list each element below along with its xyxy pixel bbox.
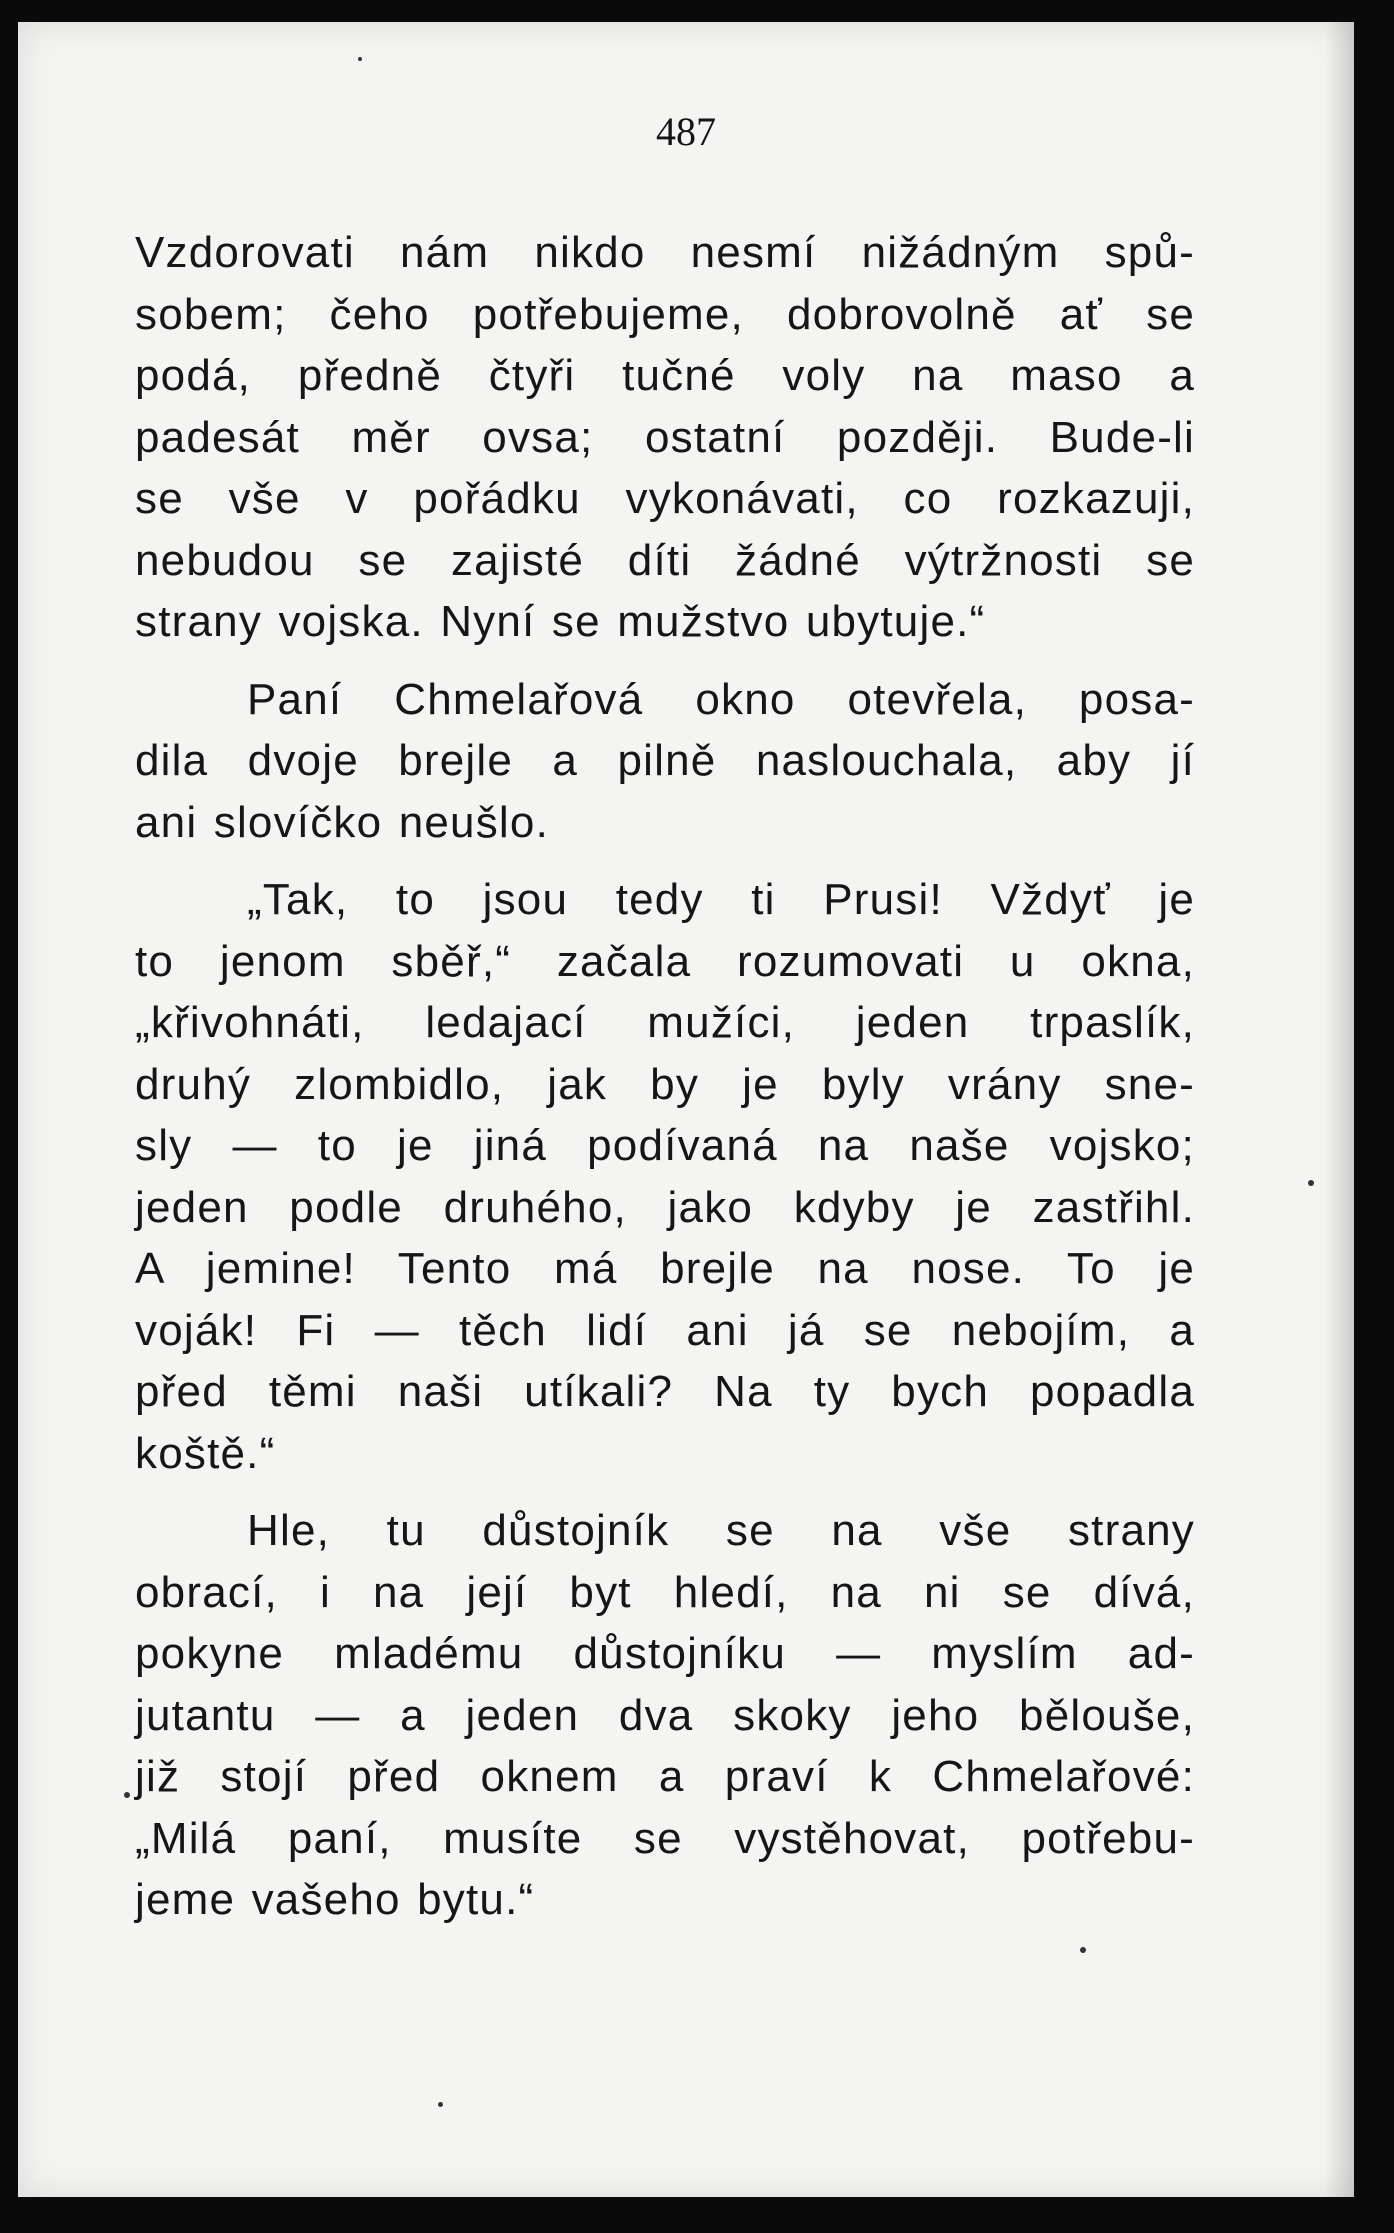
paragraph-1 [135,222,1195,653]
text-line: dila dvoje brejle a pilně naslouchala, aby jí [135,736,1195,785]
text-line: pokyne mladému důstojníku — myslím ad- [135,1629,1195,1678]
text-line: Hle, tu důstojník se na vše strany [247,1506,1195,1555]
text-line: „Tak, to jsou tedy ti Prusi! Vždyť je [247,875,1195,924]
body-text [135,222,1195,1931]
text-line: strany vojska. Nyní se mužstvo ubytuje.“ [135,597,986,646]
text-line: to jenom sběř,“ začala rozumovati u okna, [135,936,1195,986]
text-line: „Milá paní, musíte se vystěhovat, potřebu- [135,1813,1195,1863]
text-line: podá, předně čtyři tučné voly na maso a [135,351,1195,400]
page-edge-shadow [1324,22,1354,2197]
text-line: padesát měr ovsa; ostatní později. Bude-li [135,412,1195,462]
text-line: koště.“ [135,1428,276,1478]
paragraph-4 [135,1500,1195,1931]
paper-speck [358,57,362,61]
paragraph-2 [135,669,1195,854]
paragraph-3 [135,869,1195,1484]
text-line: nebudou se zajisté díti žádné výtržnosti se [135,535,1195,585]
text-line: voják! Fi — těch lidí ani já se nebojím, a [135,1305,1195,1355]
text-line: jeme vašeho bytu.“ [135,1875,535,1924]
text-line: se vše v pořádku vykonávati, co rozkazuji, [135,474,1195,523]
text-line: Vzdorovati nám nikdo nesmí nižádným spů- [135,228,1195,277]
text-line: A jemine! Tento má brejle na nose. To je [135,1244,1195,1293]
paper-speck [1308,1180,1314,1186]
text-line: před těmi naši utíkali? Na ty bych popadla [135,1367,1195,1416]
text-line: Paní Chmelařová okno otevřela, posa- [247,674,1195,724]
text-line: již stojí před oknem a praví k Chmelařové: [135,1752,1195,1801]
text-line: sobem; čeho potřebujeme, dobrovolně ať se [135,289,1195,339]
paper-speck [124,1792,130,1798]
text-line: jutantu — a jeden dva skoky jeho bělouše, [135,1690,1195,1740]
text-line: jeden podle druhého, jako kdyby je zastřihl. [135,1182,1195,1232]
text-line: druhý zlombidlo, jak by je byly vrány sne- [135,1059,1195,1109]
text-line: sly — to je jiná podívaná na naše vojsko; [135,1121,1195,1170]
page-number: 487 [656,109,716,154]
text-line: „křivohnáti, ledajací mužíci, jeden trpaslík, [135,998,1195,1047]
text-line: ani slovíčko neušlo. [135,797,549,847]
paper-speck [438,2102,443,2107]
paper-speck [1080,1947,1086,1953]
text-line: obrací, i na její byt hledí, na ni se dívá, [135,1567,1195,1617]
